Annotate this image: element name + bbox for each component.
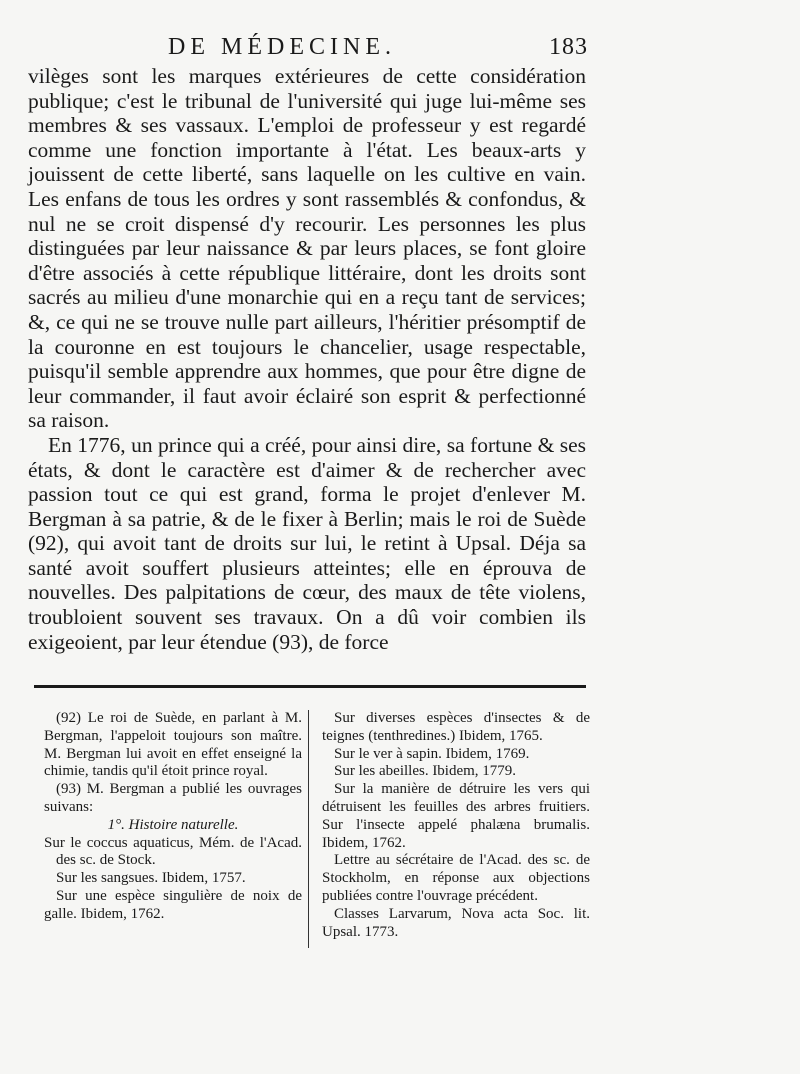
page-number: 183 [549,34,588,60]
footnote-entry: Sur une espèce singulière de noix de galle. Ibidem, 1762. [44,887,302,922]
footnote-entry: Sur la manière de détruire les vers qui détruisent les feuilles des arbres fruitiers. Sur l'insecte appelé phalæna brumalis. Ibidem, 1762. [322,781,590,851]
footnote-column-left [44,710,302,924]
footnote-entry: Sur le ver à sapin. Ibidem, 1769. [334,745,530,762]
body-paragraph: vilèges sont les marques extérieures de cette considération publique; c'est le tribunal de l'université qui juge lui-même ses membres & ses vassaux. L'emploi de professeur y est regardé comme une fonction importante à l'état. Les beaux-arts y jouissent de cette liberté, sans laquelle on les cultive en vain. Les enfans de tous les ordres y sont rassemblés & confondus, & nul ne se croit dispensé d'y recourir. Les personnes les plus distinguées par leur naissance & par leurs places, se font gloire d'être associés à cette république littéraire, dont les droits sont sacrés au milieu d'une monarchie qui en a reçu tant de services; &, ce qui ne se trouve nulle part ailleurs, l'héritier présomptif de la couronne en est toujours le chancelier, usage respectable, puisqu'il semble apprendre aux hommes, que pour être digne de leur commander, il faut avoir éclairé son esprit & perfectionné sa raison. [28,64,586,433]
main-text [28,64,586,654]
footnote-92: (92) Le roi de Suède, en parlant à M. Bergman, l'appeloit toujours son maître. M. Bergman lui avoit en effet enseigné la chimie, tandis qu'il étoit prince royal. [44,710,302,780]
footnote-entry: Lettre au sécrétaire de l'Acad. des sc. de Stockholm, en réponse aux objections publiées contre l'ouvrage précédent. [322,852,590,904]
footnote-entry: Sur le coccus aquaticus, Mém. de l'Acad. des sc. de Stock. [44,834,302,869]
running-head [168,34,588,61]
footnote-entry: Classes Larvarum, Nova acta Soc. lit. Upsal. 1773. [322,905,590,940]
footnote-entry: Sur les sangsues. Ibidem, 1757. [56,870,246,887]
body-paragraph: En 1776, un prince qui a créé, pour ainsi dire, sa fortune & ses états, & dont le caractère est d'aimer & de rechercher avec passion tout ce qui est grand, forma le projet d'enlever M. Bergman à sa patrie, & de le fixer à Berlin; mais le roi de Suède (92), qui avoit tant de droits sur lui, le retint à Upsal. Déja sa santé avoit souffert plusieurs atteintes; elle en éprouva de nouvelles. Des palpitations de cœur, des maux de tête violens, troubloient souvent ses travaux. On a dû voir combien ils exigeoient, par leur étendue (93), de force [28,432,586,654]
footnote-entry: Sur diverses espèces d'insectes & de teignes (tenthredines.) Ibidem, 1765. [322,710,590,744]
running-head-title: DE MÉDECINE. [168,34,396,60]
column-divider [308,710,309,948]
footnote-section-heading: 1°. Histoire naturelle. [107,816,239,833]
footnote-93: (93) M. Bergman a publié les ouvrages suivans: [44,781,302,815]
footnote-entry: Sur les abeilles. Ibidem, 1779. [334,763,517,780]
footnote-rule [34,685,586,688]
footnote-column-right [322,710,590,941]
